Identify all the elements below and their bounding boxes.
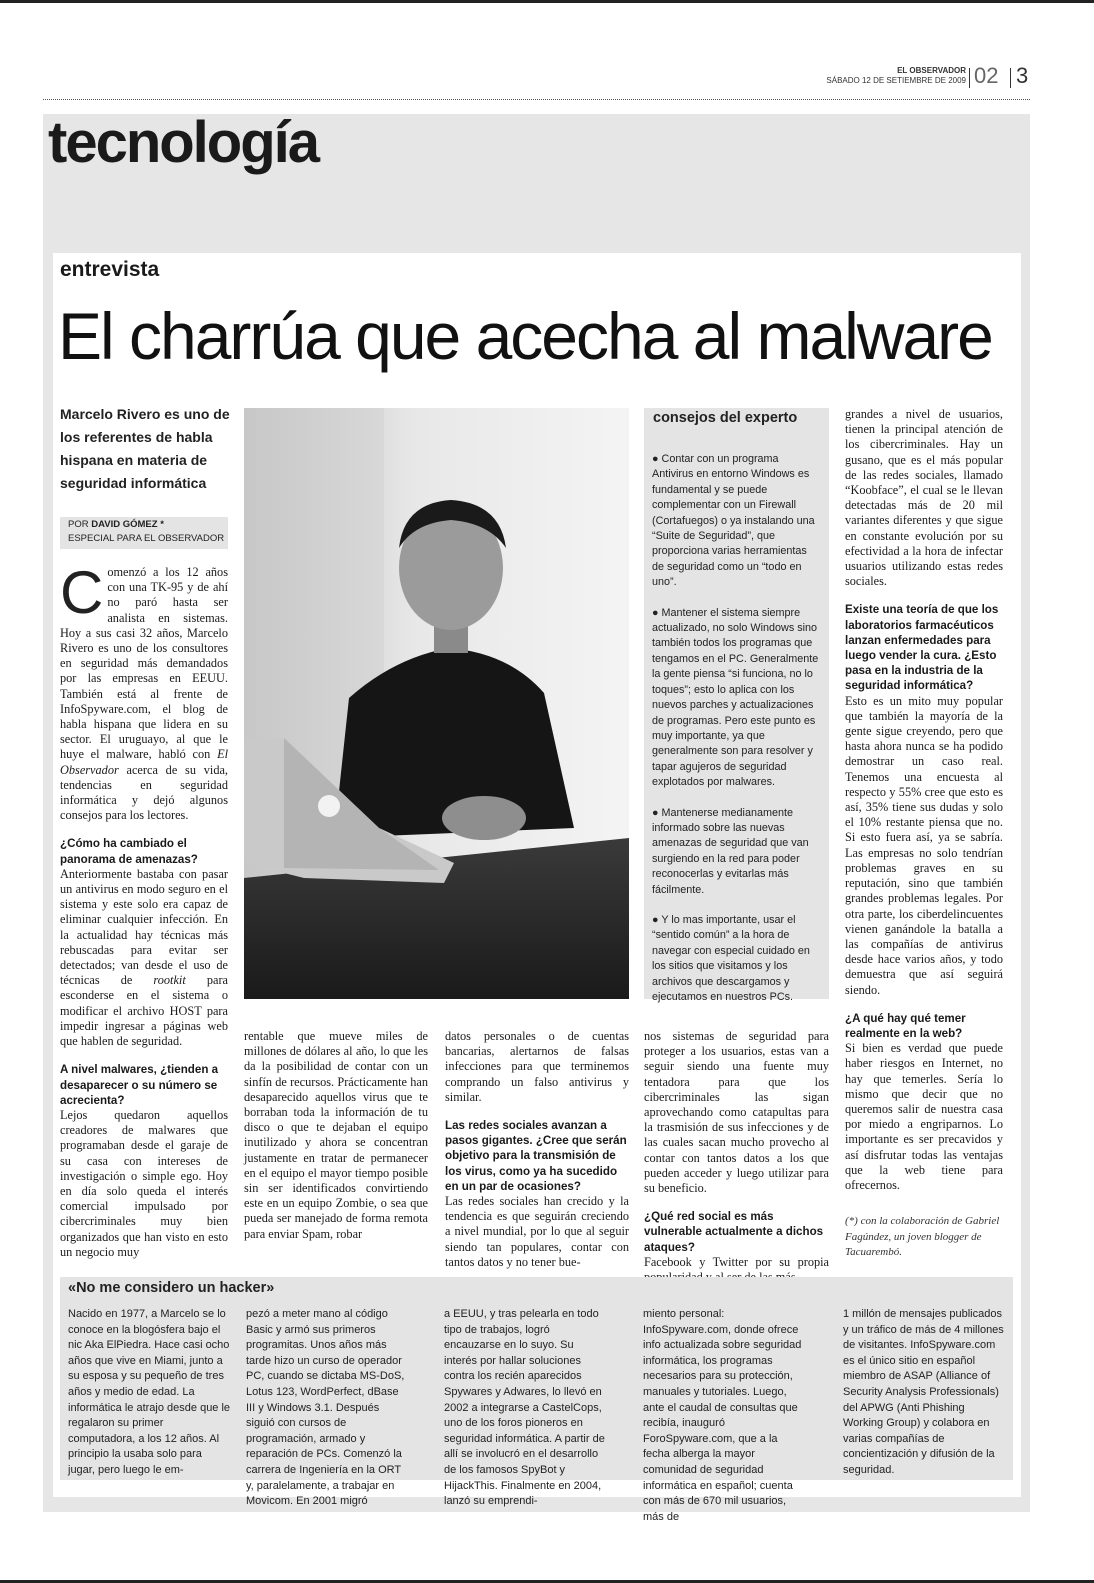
folio-info [820, 66, 966, 86]
tip-item: ● Mantenerse medianamente informado sobre las nuevas amenazas de seguridad que van surgiendo en la red para poder reconocerlas y evitarlas más fácilmente. [652, 806, 809, 896]
page-number: 3 [1016, 63, 1029, 88]
section-number: 02 [974, 63, 999, 88]
newspaper-name: EL OBSERVADOR [897, 66, 966, 75]
question-4: ¿Qué red social es más vulnerable actualmente a dichos ataques? [644, 1210, 824, 1254]
byline [60, 517, 228, 549]
answer-4: Facebook y Twitter por su propia [644, 1254, 829, 1269]
folio-divider [1010, 68, 1011, 88]
top-rule [0, 0, 1094, 3]
answer-1-text: Anteriormente bastaba con pasar un antivirus en modo seguro en el sistema y este solo era capaz de eliminar cualquier infección. En la actualidad hay técnicas más rebuscadas para evitar ser detectados; van desde el uso de técnicas de [60, 866, 228, 988]
byline-author: DAVID GÓMEZ * [91, 519, 164, 530]
question-3: Las redes sociales avanzan a pasos gigantes. ¿Cree que serán objetivo para la transmisión de los virus, como ya ha sucedido en un par de ocasiones? [445, 1119, 627, 1193]
sidebar-column: 1 millón de mensajes publicados y un tráfico de más de 4 millones de visitantes. InfoSpyware.com es el único sitio en español miembro de ASAP (Alliance of Security Analysis Professionals) del APWG (Anti Phishing Working Group) y colabora en varias compañías de concientización y difusión de la seguridad. [843, 1308, 1004, 1476]
issue-date: SÁBADO 12 DE SETIEMBRE DE 2009 [826, 76, 966, 85]
publication-name: El Observador [60, 747, 228, 777]
question-5: Existe una teoría de que los laboratorios farmacéuticos lanzan enfermedades para luego vender la cura. ¿Esto pasa en la industria de la seguridad informática? [845, 603, 999, 693]
article-headline: El charrúa que acecha al malware [58, 299, 992, 373]
article-column-3 [445, 1029, 629, 1270]
answer-1 [60, 867, 228, 1049]
question-6: ¿A qué hay qué temer realmente en la web? [845, 1011, 966, 1040]
interviewee-photo [244, 408, 629, 999]
header-rule [43, 99, 1030, 100]
article-deck: Marcelo Rivero es uno de los referentes de habla hispana en materia de seguridad informática [60, 406, 230, 491]
answer-5: Esto es un mito muy popular que también la mayoría de la gente sigue creyendo, pero que hasta ahora nunca se ha podido demostrar un caso real. Tenemos una encuesta al respecto y 55% cree que esto es así, 35% tiene sus dudas y solo el 10% restante piensa que no. Si esto fuera así, ya se sabría. Las empresas no solo tendrían problemas graves en su reputación, sino que también grandes problemas legales. Por otra parte, los ciberdelincuentes vienen ganándole la batalla a las compañías de antivirus desde hace varios años, y todo demuestra que así seguirá siendo. [845, 693, 1003, 997]
column-3-text: datos personales o de cuentas bancarias, alertarnos de falsas infecciones para que terminemos comprando un falso antivirus y similar. [445, 1029, 629, 1104]
tip-item: ● Contar con un programa Antivirus en entorno Windows es fundamental y se puede complementar con un Firewall (Cortafuegos) o ya instalando una “Suite de Seguridad”, que proporciona varias herramientas de seguridad como un “todo en uno”. [652, 453, 815, 589]
sidebar-column: pezó a meter mano al código Basic y armó sus primeros programitas. Unos años más tarde hizo un curso de operador PC, cuando se dictaba MS-DoS, Lotus 123, WordPerfect, dBase III y Windows 3.1. Después siguió con cursos de programación, armado y reparación de PCs. Comenzó la carrera de Ingeniería en la ORT y, paralelamente, a trabajar en Movicom. En 2001 migró [246, 1308, 405, 1508]
tip-item: ● Mantener el sistema siempre actualizado, no solo Windows sino también todos los programas que tengamos en el PC. Generalmente la gente piensa “si funciona, no lo toques”; esto lo aplica con los nuevos parches y actualizaciones de programas. Pero este punto es muy importante, ya que generalmente son para resolver y tapar agujeros de seguridad explotados por malwares. [652, 606, 819, 789]
photo-illustration [244, 408, 629, 999]
intro-text-end: acerca de su vida, tendencias en seguridad informática y dejó algunos consejos para los lectores. [60, 762, 228, 823]
article-column-1 [60, 559, 229, 1260]
folio-divider [969, 68, 970, 88]
drop-cap: C [60, 559, 104, 626]
answer-1-text-end: para esconderse en el sistema o modificar el archivo HOST para impedir ingresar a páginas web que hablen de seguridad. [60, 973, 229, 1049]
intro-paragraph [60, 559, 228, 823]
sidebar-title: «No me considero un hacker» [68, 1280, 275, 1296]
sidebar-column: miento personal: InfoSpyware.com, donde ofrece info actualizada sobre seguridad informática, los programas necesarios para su protección, manuales y tutoriales. Luego, ante el caudal de consultas que recibía, inauguró ForoSpyware.com, que a la fecha alberga la mayor comunidad de seguridad informática en español; cuenta con más de 670 mil usuarios, más de [643, 1308, 802, 1523]
answer-6: Si bien es verdad que puede haber riesgos en Internet, no hay que temerles. Sería lo mismo que decir que no queremos salir de nuestra casa por miedo a engriparnos. Lo importante es ser precavidos y así disfrutar todas las ventajas que la web tiene para ofrecernos. [845, 1041, 1003, 1192]
question-2: A nivel malwares, ¿tienden a desaparecer o su número se acrecienta? [60, 1063, 219, 1107]
byline-role: ESPECIAL PARA EL OBSERVADOR [68, 533, 225, 544]
article-column-4 [644, 1029, 829, 1285]
question-1: ¿Cómo ha cambiado el panorama de amenazas? [60, 837, 198, 866]
collaboration-credit: (*) con la colaboración de Gabriel Fagúndez, un joven blogger de Tacuarembó. [845, 1215, 1000, 1258]
column-4-text: nos sistemas de seguridad para proteger a los usuarios, estas van a seguir siendo una fuente muy tentadora para que los cibercriminales las sigan aprovechando como catapultas para la trasmisión de sus infecciones y de las cuales sacan mucho provecho al contar con tantos datos a los que pueden acceder y luego utilizar para su beneficio. [644, 1029, 829, 1196]
tip-item: ● Y lo mas importante, usar el “sentido común” a la hora de navegar con especial cuidado en los sitios que visitamos y los archivos que descargamos y ejecutamos en nuestros PCs. [652, 913, 810, 1003]
byline-prefix: POR [68, 519, 89, 530]
tips-title: consejos del experto [653, 410, 798, 426]
article-kicker: entrevista [60, 258, 160, 281]
term-rootkit: rootkit [153, 973, 186, 988]
article-column-2 [244, 1029, 428, 1242]
expert-tips-box [644, 408, 829, 1003]
answer-2: Lejos quedaron aquellos creadores de malwares que programaban desde el garaje de su casa con intereses de investigación o simple ego. Hoy en día solo queda el interés comercial impulsado por cibercriminales muy bien organizados que han visto en esto un negocio muy [60, 1107, 228, 1259]
answer-3: Las redes sociales han crecido y la tendencia es que seguirán creciendo a nivel mundial, por lo que al seguir siendo tan populares, contar con tantos datos y no tener bue- [445, 1194, 629, 1269]
intro-text: omenzó a los 12 años con una TK-95 y de ahí no paró hasta ser analista en sistemas. Hoy a sus casi 32 años, Marcelo Rivero es uno de los consultores en seguridad más demandados por las empresas en EEUU. También está al frente de InfoSpyware.com, el blog de habla hispana que lidera en su sector. El uruguayo, al que le huye el malware, habló con [60, 565, 228, 762]
column-5-text: grandes a nivel de usuarios, tienen la principal atención de los cibercriminales. Hay un gusano, que es el más popular de las redes sociales, llamado “Koobface”, el cual se le llevan detectadas más de 20 mil variantes diferentes y que sigue en constante evolución por su efectividad a la hora de infectar usuarios utilizando estas redes sociales. [845, 407, 1003, 589]
sidebar-column: Nacido en 1977, a Marcelo se lo conoce en la blogósfera bajo el nic Aka ElPiedra. Hace casi ocho años que vive en Miami, junto a su esposa y su pequeño de tres años y medio de edad. La informática le atrajo desde que le regalaron su primer computadora, a los 12 años. Al principio la usaba solo para jugar, pero luego le em- [68, 1308, 231, 1476]
column-2-text: rentable que mueve miles de millones de dólares al año, lo que les da la posibilidad de contar con un sinfín de recursos. Prácticamente han desaparecido aquellos virus que te borraban toda la información de tu disco o que te dejaban el equipo inutilizado y ahora se concentran justamente en tratar de permanecer en el equipo el mayor tiempo posible sin ser identificados convirtiendo este en un equipo Zombie, o sea que pueda ser manejado de forma remota para enviar Spam, robar [244, 1029, 428, 1241]
sidebar-column: a EEUU, y tras pelearla en todo tipo de trabajos, logró encauzarse en lo suyo. Su interés por hallar soluciones contra los recién aparecidos Spywares y Adwares, lo llevó en 2002 a integrarse a CastelCops, uno de los foros pioneros en seguridad informática. A partir de allí se involucró en el desarrollo de los famosos SpyBot y HijackThis. Finalmente en 2004, lanzó su emprendi- [444, 1308, 605, 1508]
article-column-5 [845, 407, 1003, 1193]
section-title: tecnología [48, 110, 319, 175]
